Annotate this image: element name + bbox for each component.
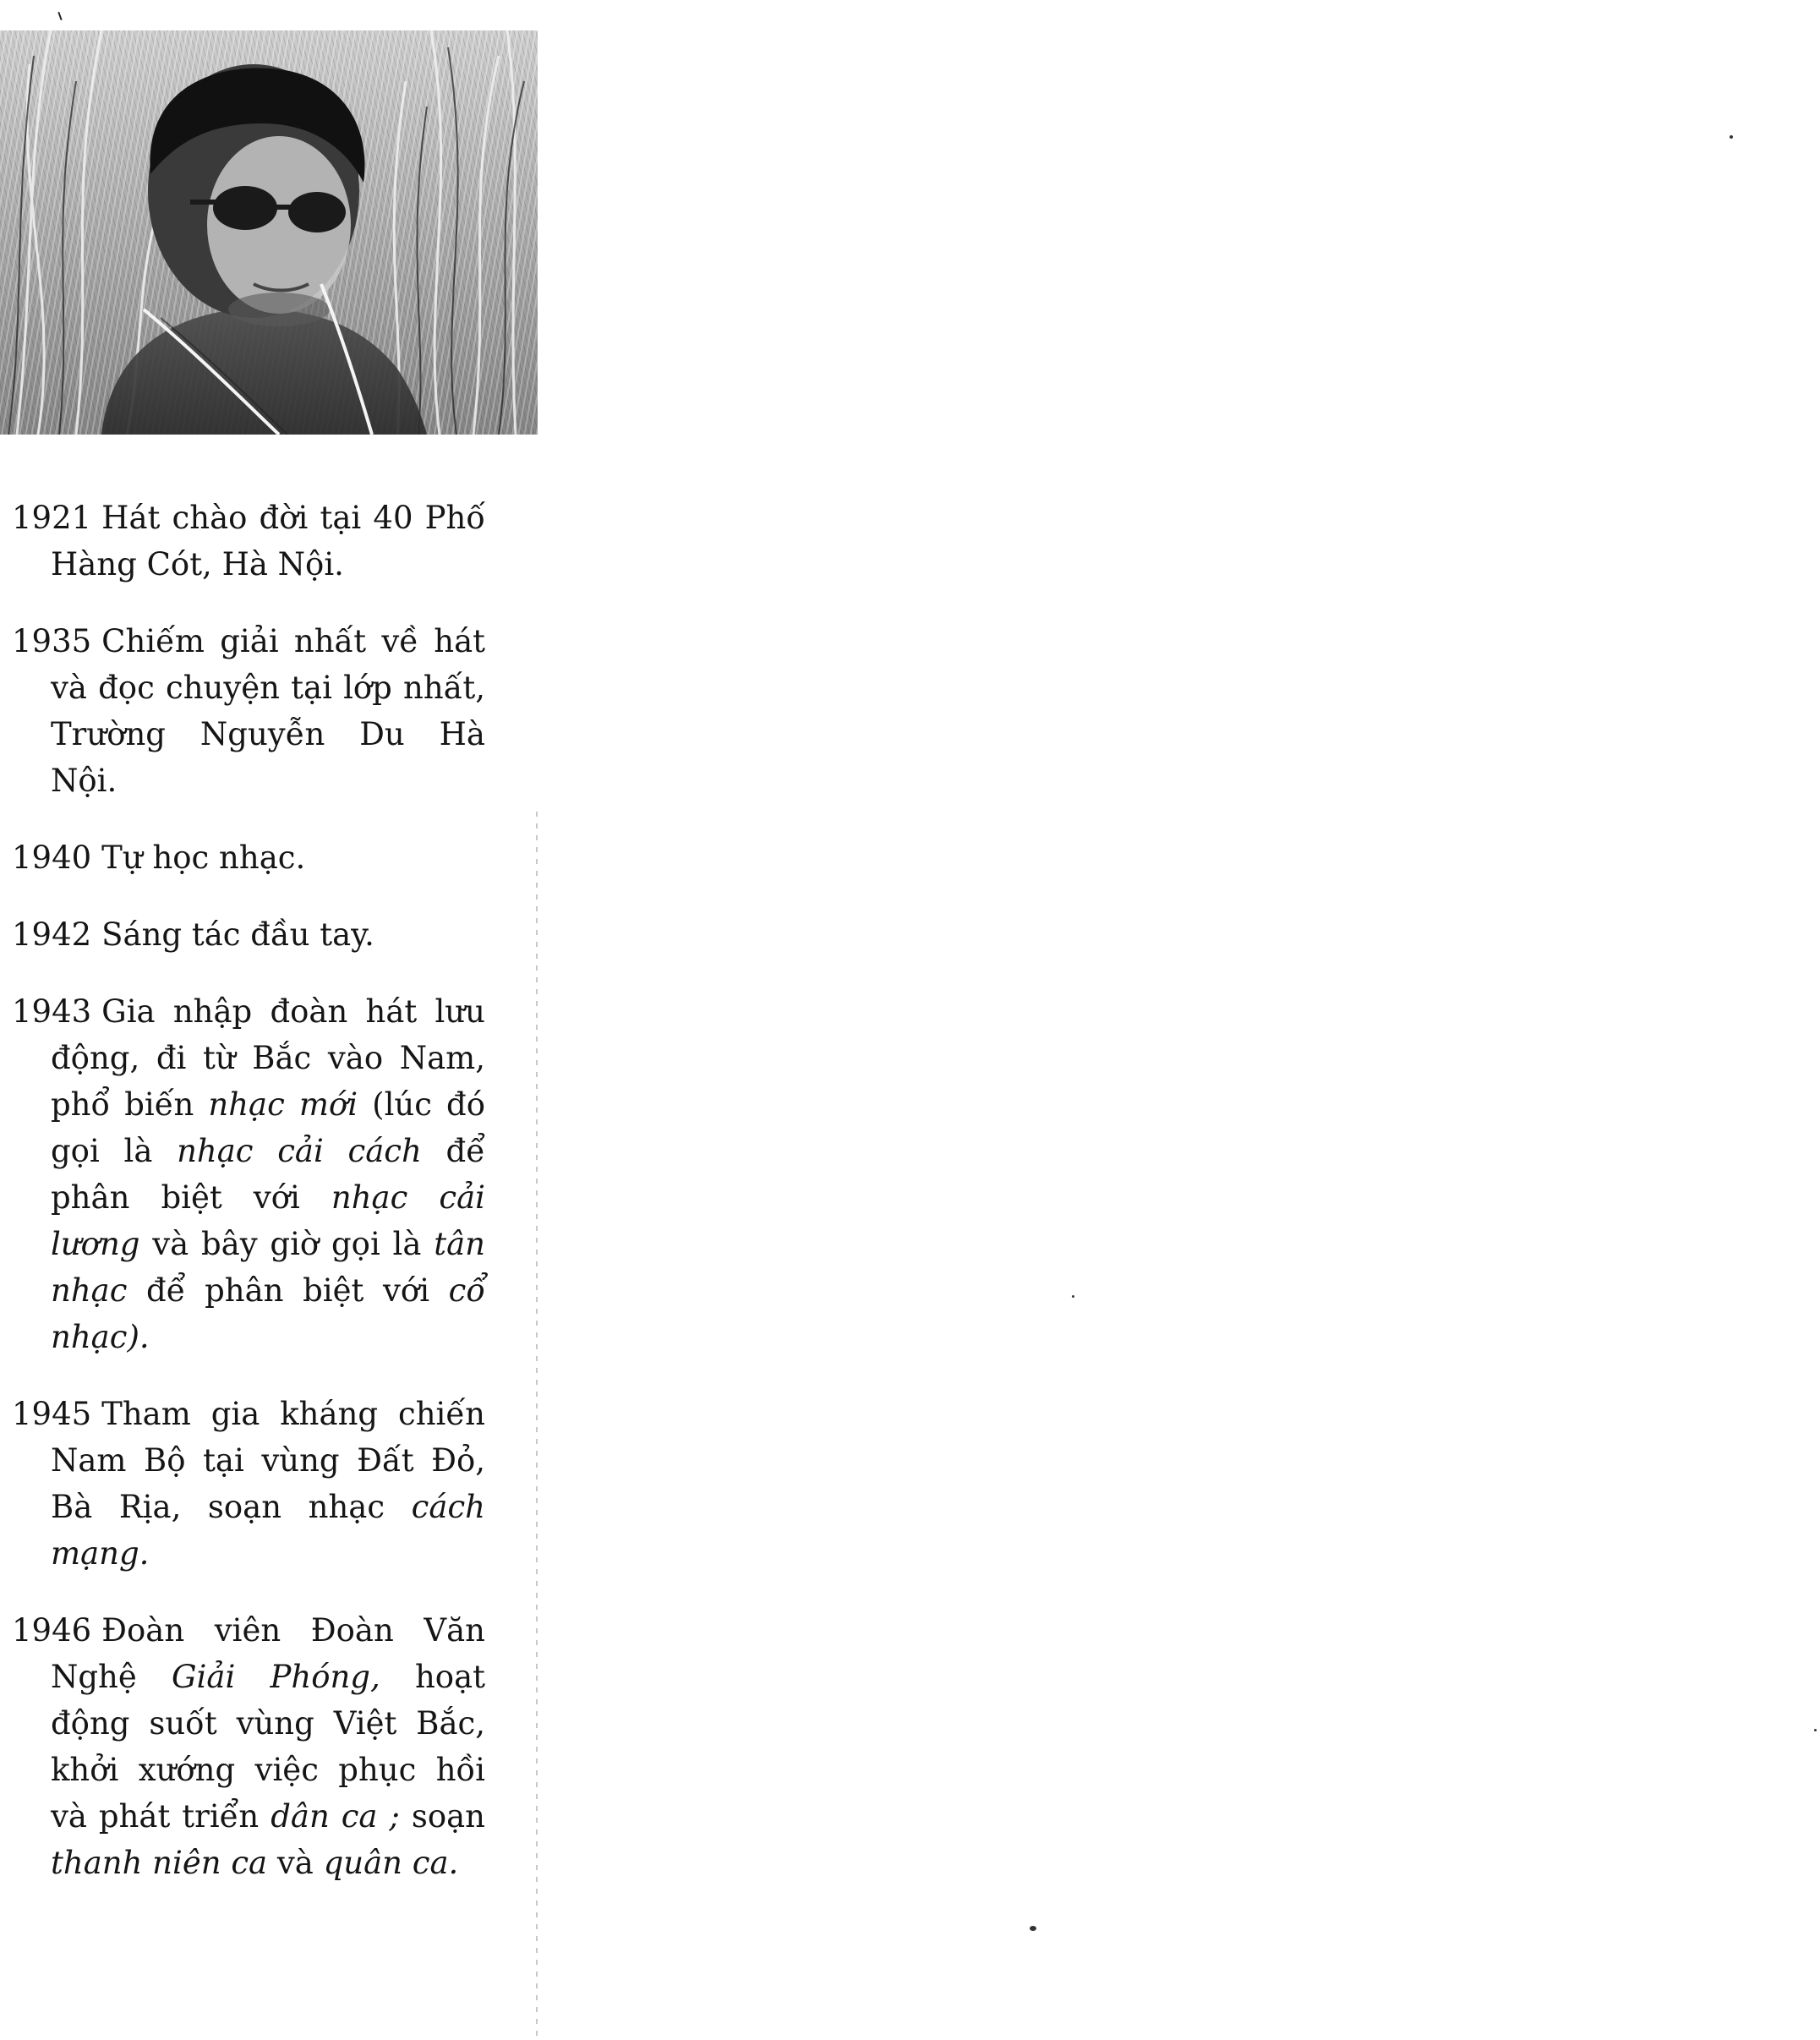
entry-text-italic: nhạc mới: [208, 1086, 358, 1123]
portrait-photo: [0, 30, 538, 435]
scan-speck: [1072, 1295, 1074, 1298]
scan-speck: [1030, 1926, 1036, 1931]
entry-year: 1935: [12, 623, 92, 659]
chronology-entry-1935: [12, 618, 485, 804]
chronology-entry-1946: [12, 1607, 485, 1886]
entry-year: 1940: [12, 840, 92, 876]
scan-mark: [57, 12, 62, 20]
entry-text: để phân biệt với: [51, 1133, 485, 1216]
chronology-list: [12, 495, 485, 1917]
entry-text: để phân biệt với: [127, 1272, 449, 1309]
entry-text: Hát chào đời tại 40 Phố Hàng Cót, Hà Nội.: [51, 500, 485, 582]
entry-text: soạn: [399, 1798, 485, 1835]
scan-speck: [1730, 135, 1733, 139]
entry-text-italic: tân nhạc: [51, 1226, 485, 1309]
chronology-entry-1945: [12, 1391, 485, 1577]
chronology-entry-1921: [12, 495, 485, 588]
entry-text-italic: dân ca ;: [271, 1798, 400, 1835]
entry-year: 1943: [12, 993, 92, 1030]
entry-text-italic: nhạc cải cách: [177, 1133, 422, 1169]
entry-text: hoạt động suốt vùng Việt Bắc, khởi xướng việc phục hồi và phát triển: [51, 1659, 485, 1835]
portrait-photo-drawing: [0, 30, 538, 435]
entry-year: 1921: [12, 500, 92, 536]
entry-text: Đoàn viên Đoàn Văn Nghệ: [51, 1612, 485, 1695]
entry-text: (lúc đó gọi là: [51, 1086, 485, 1169]
entry-year: 1945: [12, 1396, 92, 1432]
entry-text-italic: nhạc cải lương: [51, 1179, 485, 1262]
entry-text-italic: cổ nhạc).: [51, 1272, 485, 1355]
entry-text: Chiếm giải nhất về hát và đọc chuyện tại lớp nhất, Trường Nguyễn Du Hà Nội.: [51, 623, 485, 799]
entry-text: Tự học nhạc.: [101, 840, 306, 876]
chronology-entry-1940: [12, 834, 485, 881]
entry-text-italic: cách mạng.: [51, 1489, 485, 1572]
entry-text: và bây giờ gọi là: [139, 1226, 435, 1262]
chronology-entry-1942: [12, 911, 485, 958]
scan-speck: [1814, 1729, 1817, 1731]
page-fold-line: [536, 812, 538, 2040]
chronology-entry-1943: [12, 988, 485, 1360]
entry-text: Sáng tác đầu tay.: [101, 916, 374, 953]
entry-text: Tham gia kháng chiến Nam Bộ tại vùng Đất Đỏ, Bà Rịa, soạn nhạc: [51, 1396, 485, 1525]
entry-text: Gia nhập đoàn hát lưu động, đi từ Bắc vào Nam, phổ biến: [51, 993, 485, 1123]
entry-year: 1942: [12, 916, 92, 953]
entry-year: 1946: [12, 1612, 92, 1649]
entry-text: và: [267, 1845, 324, 1881]
entry-text-italic: Giải Phóng,: [172, 1659, 380, 1695]
entry-text-italic: thanh niên ca: [51, 1845, 268, 1881]
entry-text-italic: quân ca.: [323, 1845, 459, 1881]
